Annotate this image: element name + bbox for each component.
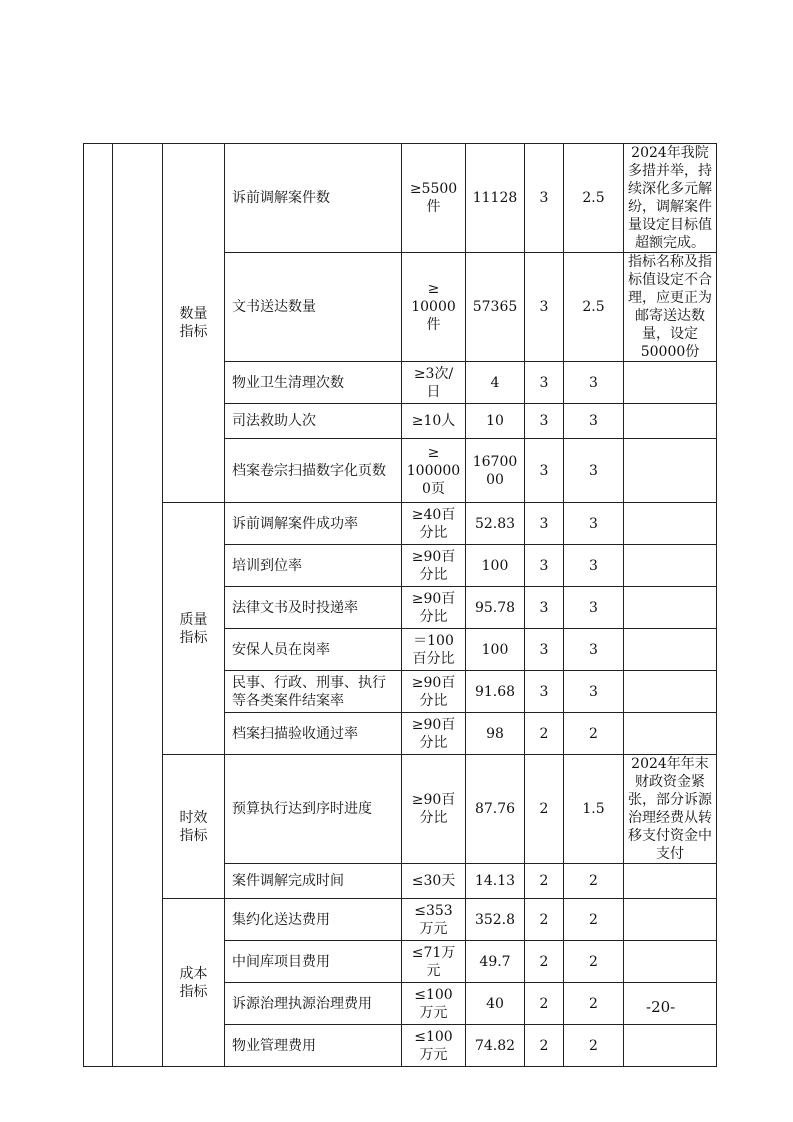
indicator-name: 司法救助人次 bbox=[225, 404, 402, 439]
achieved-score: 2 bbox=[564, 941, 624, 983]
achieved-score: 3 bbox=[564, 362, 624, 404]
table-row bbox=[84, 503, 717, 545]
indicator-category: 数量 指标 bbox=[163, 144, 225, 503]
deviation-note bbox=[624, 587, 717, 629]
actual-value: 40 bbox=[466, 983, 525, 1025]
deviation-note bbox=[624, 503, 717, 545]
weight-score: 3 bbox=[525, 362, 564, 404]
target-value: ≥90百 分比 bbox=[402, 587, 466, 629]
weight-score: 2 bbox=[525, 755, 564, 864]
weight-score: 3 bbox=[525, 144, 564, 253]
actual-value: 352.8 bbox=[466, 899, 525, 941]
target-value: ≥5500 件 bbox=[402, 144, 466, 253]
actual-value: 98 bbox=[466, 713, 525, 755]
indicator-name: 中间库项目费用 bbox=[225, 941, 402, 983]
indicator-category: 成本 指标 bbox=[163, 899, 225, 1067]
target-value: ≥40百 分比 bbox=[402, 503, 466, 545]
table-row bbox=[84, 144, 717, 253]
achieved-score: 2 bbox=[564, 713, 624, 755]
achieved-score: 3 bbox=[564, 404, 624, 439]
achieved-score: 2 bbox=[564, 899, 624, 941]
weight-score: 2 bbox=[525, 713, 564, 755]
achieved-score: 3 bbox=[564, 629, 624, 671]
indicator-name: 培训到位率 bbox=[225, 545, 402, 587]
deviation-note bbox=[624, 864, 717, 899]
weight-score: 3 bbox=[525, 545, 564, 587]
indicator-name: 诉前调解案件数 bbox=[225, 144, 402, 253]
deviation-note bbox=[624, 404, 717, 439]
actual-value: 95.78 bbox=[466, 587, 525, 629]
target-value: ≥90百 分比 bbox=[402, 545, 466, 587]
deviation-note bbox=[624, 545, 717, 587]
achieved-score: 2.5 bbox=[564, 144, 624, 253]
indicator-name: 物业管理费用 bbox=[225, 1025, 402, 1067]
deviation-note bbox=[624, 629, 717, 671]
target-value: ≤30天 bbox=[402, 864, 466, 899]
indicator-name: 民事、行政、刑事、执行等各类案件结案率 bbox=[225, 671, 402, 713]
weight-score: 3 bbox=[525, 404, 564, 439]
deviation-note: 指标名称及指标值设定不合理，应更正为邮寄送达数量，设定50000份 bbox=[624, 253, 717, 362]
achieved-score: 3 bbox=[564, 545, 624, 587]
deviation-note: 2024年年末财政资金紧张，部分诉源治理经费从转移支付资金中支付 bbox=[624, 755, 717, 864]
deviation-note bbox=[624, 362, 717, 404]
table-body bbox=[84, 144, 717, 1067]
weight-score: 3 bbox=[525, 503, 564, 545]
deviation-note: 2024年我院多措并举，持续深化多元解纷，调解案件量设定目标值超额完成。 bbox=[624, 144, 717, 253]
achieved-score: 2 bbox=[564, 983, 624, 1025]
actual-value: 52.83 bbox=[466, 503, 525, 545]
table-row bbox=[84, 899, 717, 941]
weight-score: 3 bbox=[525, 253, 564, 362]
achieved-score: 2 bbox=[564, 864, 624, 899]
target-value: ≥10人 bbox=[402, 404, 466, 439]
weight-score: 3 bbox=[525, 439, 564, 503]
target-value: ≥3次/ 日 bbox=[402, 362, 466, 404]
weight-score: 2 bbox=[525, 941, 564, 983]
target-value: ≤71万 元 bbox=[402, 941, 466, 983]
table-row bbox=[84, 755, 717, 864]
actual-value: 74.82 bbox=[466, 1025, 525, 1067]
actual-value: 11128 bbox=[466, 144, 525, 253]
indicator-category: 质量 指标 bbox=[163, 503, 225, 755]
achieved-score: 3 bbox=[564, 587, 624, 629]
achieved-score: 1.5 bbox=[564, 755, 624, 864]
weight-score: 2 bbox=[525, 1025, 564, 1067]
achieved-score: 3 bbox=[564, 503, 624, 545]
weight-score: 3 bbox=[525, 629, 564, 671]
indicator-name: 档案扫描验收通过率 bbox=[225, 713, 402, 755]
indicator-name: 诉前调解案件成功率 bbox=[225, 503, 402, 545]
achieved-score: 3 bbox=[564, 671, 624, 713]
target-value: ≥ 10000 件 bbox=[402, 253, 466, 362]
deviation-note bbox=[624, 1025, 717, 1067]
blank-column-1 bbox=[84, 144, 113, 1067]
achieved-score: 2.5 bbox=[564, 253, 624, 362]
indicator-name: 诉源治理执源治理费用 bbox=[225, 983, 402, 1025]
indicator-name: 档案卷宗扫描数字化页数 bbox=[225, 439, 402, 503]
achieved-score: 2 bbox=[564, 1025, 624, 1067]
target-value: ≥90百 分比 bbox=[402, 713, 466, 755]
indicator-name: 法律文书及时投递率 bbox=[225, 587, 402, 629]
indicator-category: 时效 指标 bbox=[163, 755, 225, 899]
weight-score: 2 bbox=[525, 864, 564, 899]
actual-value: 100 bbox=[466, 629, 525, 671]
weight-score: 3 bbox=[525, 671, 564, 713]
deviation-note bbox=[624, 713, 717, 755]
blank-column-2 bbox=[113, 144, 163, 1067]
deviation-note bbox=[624, 439, 717, 503]
page-number: -20- bbox=[646, 998, 676, 1016]
indicator-name: 物业卫生清理次数 bbox=[225, 362, 402, 404]
actual-value: 91.68 bbox=[466, 671, 525, 713]
weight-score: 2 bbox=[525, 899, 564, 941]
weight-score: 2 bbox=[525, 983, 564, 1025]
deviation-note bbox=[624, 899, 717, 941]
indicator-name: 预算执行达到序时进度 bbox=[225, 755, 402, 864]
deviation-note bbox=[624, 671, 717, 713]
indicator-name: 文书送达数量 bbox=[225, 253, 402, 362]
performance-indicator-table bbox=[83, 143, 717, 1067]
target-value: ≤353 万元 bbox=[402, 899, 466, 941]
target-value: ≥90百 分比 bbox=[402, 671, 466, 713]
target-value: ≤100 万元 bbox=[402, 983, 466, 1025]
actual-value: 14.13 bbox=[466, 864, 525, 899]
deviation-note bbox=[624, 941, 717, 983]
target-value: ＝100 百分比 bbox=[402, 629, 466, 671]
weight-score: 3 bbox=[525, 587, 564, 629]
indicator-name: 安保人员在岗率 bbox=[225, 629, 402, 671]
indicator-name: 集约化送达费用 bbox=[225, 899, 402, 941]
achieved-score: 3 bbox=[564, 439, 624, 503]
target-value: ≥ 100000 0页 bbox=[402, 439, 466, 503]
actual-value: 10 bbox=[466, 404, 525, 439]
target-value: ≥90百 分比 bbox=[402, 755, 466, 864]
target-value: ≤100 万元 bbox=[402, 1025, 466, 1067]
actual-value: 4 bbox=[466, 362, 525, 404]
actual-value: 49.7 bbox=[466, 941, 525, 983]
actual-value: 16700 00 bbox=[466, 439, 525, 503]
actual-value: 87.76 bbox=[466, 755, 525, 864]
actual-value: 100 bbox=[466, 545, 525, 587]
actual-value: 57365 bbox=[466, 253, 525, 362]
indicator-name: 案件调解完成时间 bbox=[225, 864, 402, 899]
